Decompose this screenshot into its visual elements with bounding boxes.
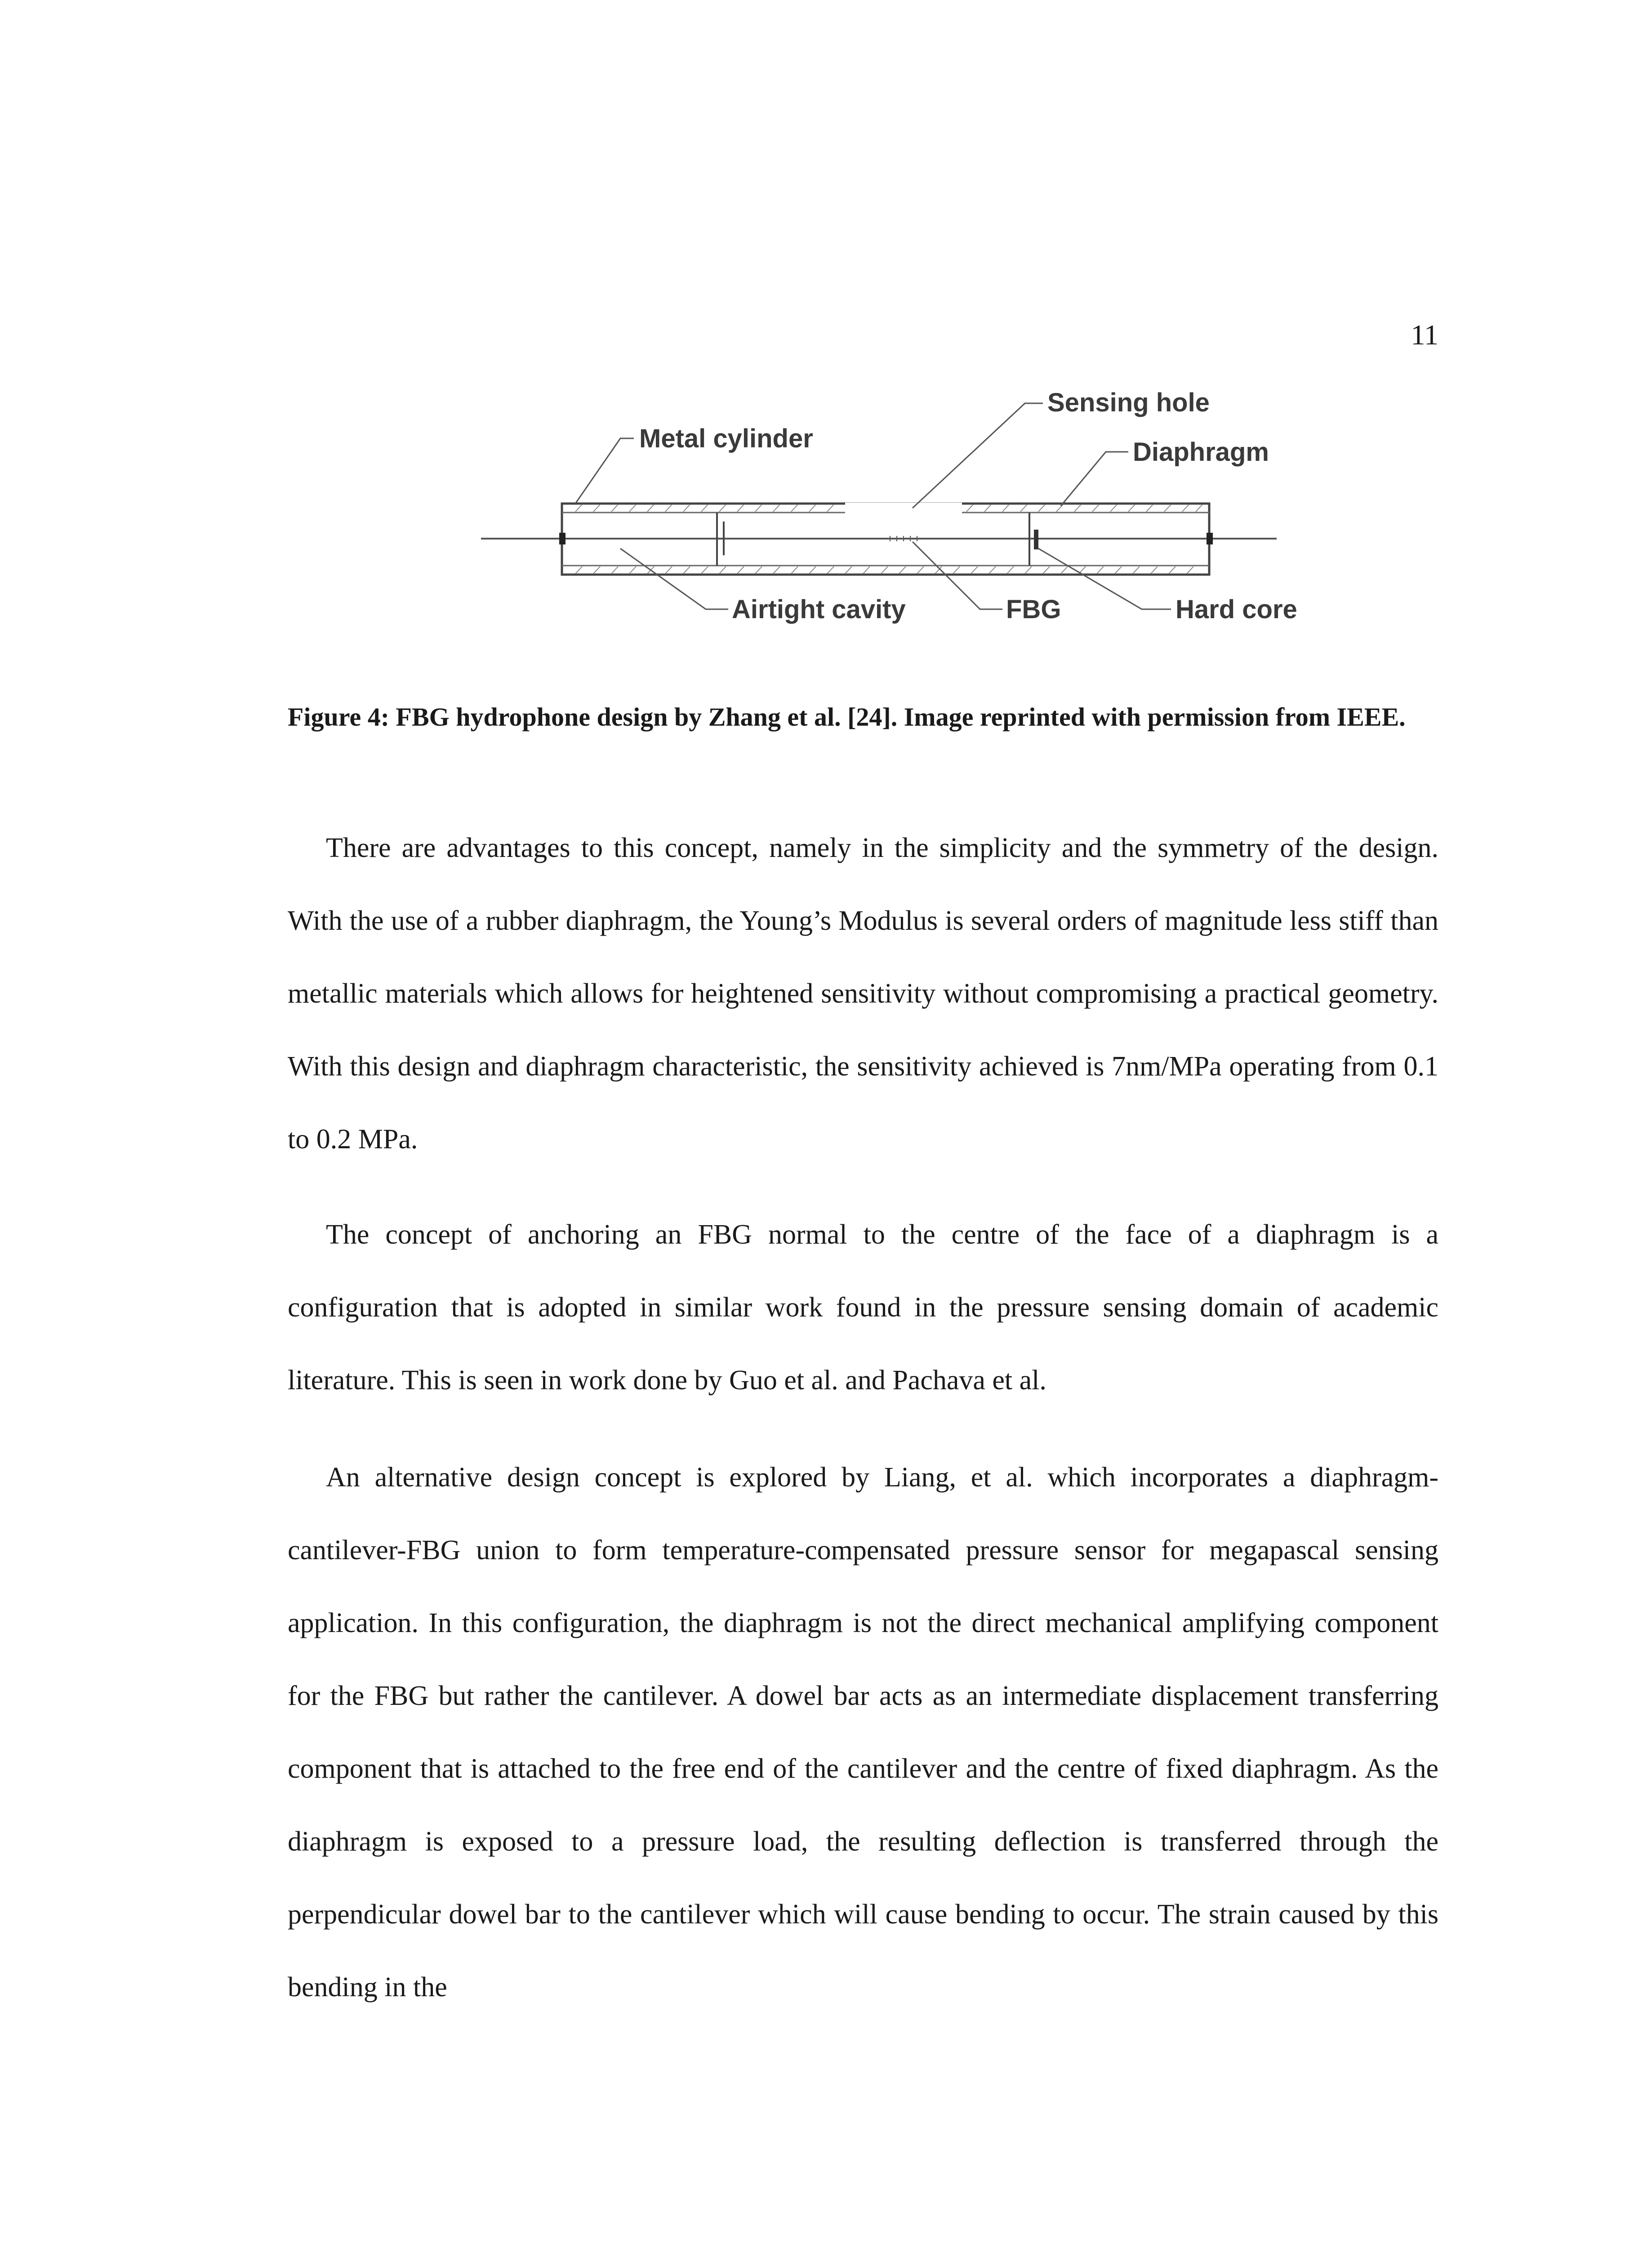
wall-hatching-bottom — [575, 566, 1193, 574]
end-cap-left — [559, 533, 566, 544]
paragraph-1: There are advantages to this concept, namely in the simplicity and the symmetry of the design. With the use of a rubber diaphragm, the Young’s Modulus is several orders of magnitude less stiff than metallic materials which allows for heightened sensitivity without compromising a practical geometry. With this design and diaphragm characteristic, the sensitivity achieved is 7nm/MPa operating from 0.1 to 0.2 MPa. — [288, 833, 1438, 1155]
figure-fbg-hydrophone — [472, 360, 1304, 674]
sensing-hole-gap — [845, 503, 962, 513]
paragraph-3: An alternative design concept is explored by Liang, et al. which incorporates a diaphragm-cantilever-FBG union to form temperature-compensated pressure sensor for megapascal sensing application. In this configuration, the diaphragm is not the direct mechanical amplifying component for the FBG but rather the cantilever. A dowel bar acts as an intermediate displacement transferring component that is attached to the free end of the cantilever and the centre of fixed diaphragm. As the diaphragm is exposed to a pressure load, the resulting deflection is transferred through the perpendicular dowel bar to the cantilever which will cause bending to occur. The strain caused by this bending in the — [288, 1462, 1438, 2003]
paragraph-2: The concept of anchoring an FBG normal to the centre of the face of a diaphragm is a configuration that is adopted in similar work found in the pressure sensing domain of academic literature. This is seen in work done by Guo et al. and Pachava et al. — [288, 1219, 1438, 1396]
figure-caption: Figure 4: FBG hydrophone design by Zhang et al. [24]. Image reprinted with permission from IEEE. — [288, 702, 1406, 731]
end-cap-right — [1207, 533, 1213, 544]
label-metal-cylinder: Metal cylinder — [639, 424, 813, 453]
hard-core — [1034, 530, 1038, 549]
hydrophone-diagram — [472, 360, 1304, 674]
label-diaphragm: Diaphragm — [1133, 437, 1269, 467]
label-hard-core: Hard core — [1176, 595, 1297, 624]
page-number: 11 — [1411, 319, 1438, 351]
label-airtight-cavity: Airtight cavity — [732, 595, 906, 624]
label-fbg: FBG — [1006, 595, 1061, 624]
label-sensing-hole: Sensing hole — [1047, 388, 1210, 417]
